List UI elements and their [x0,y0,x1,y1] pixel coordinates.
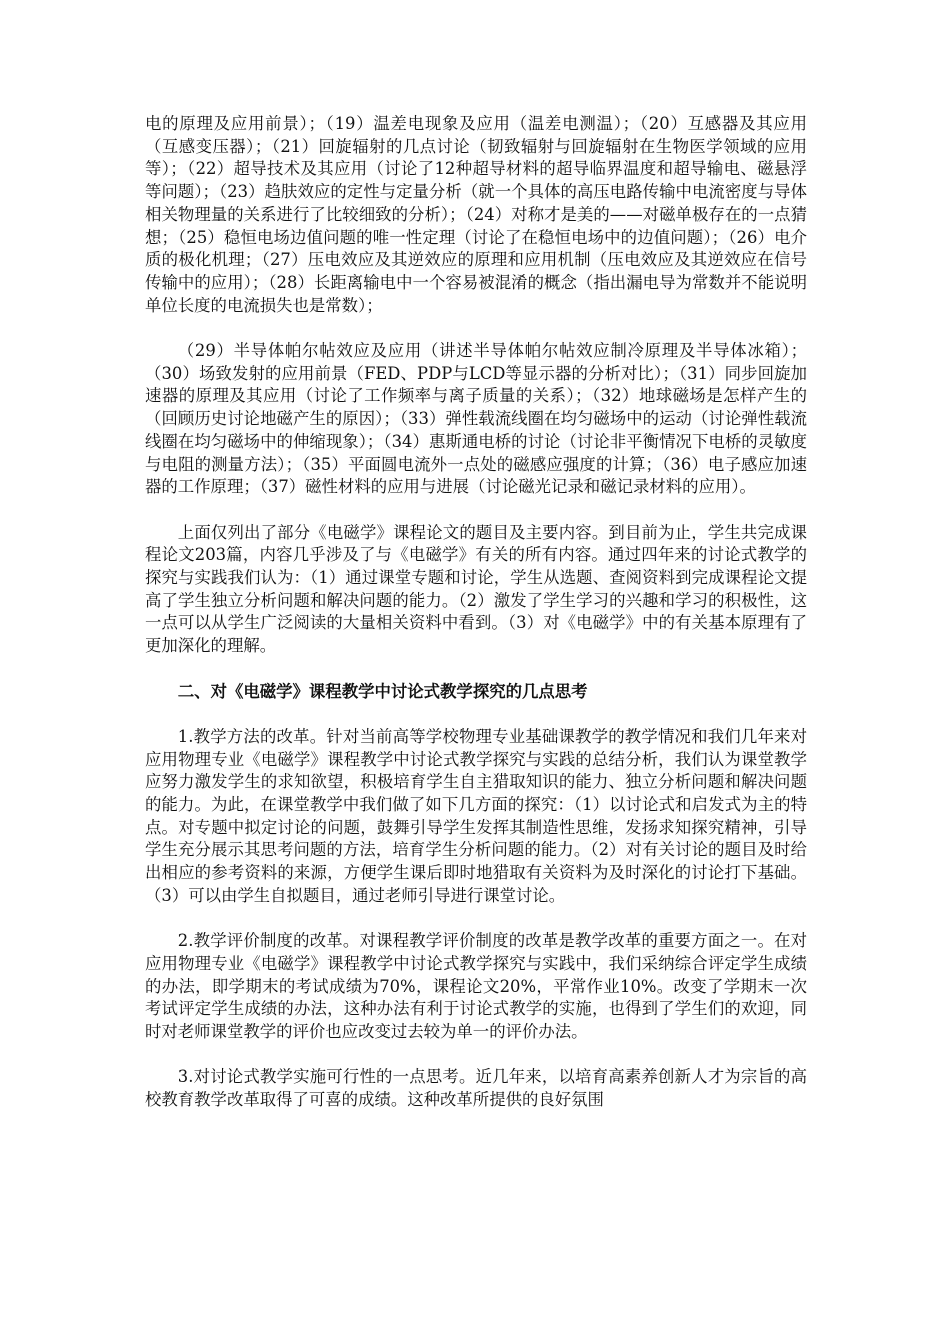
section-heading: 二、对《电磁学》课程教学中讨论式教学探究的几点思考 [177,681,588,701]
paragraph-topics-19-28: 电的原理及应用前景）；（19）温差电现象及应用（温差电测温）；（20）互感器及其应用（互感变压器）；（21）回旋辐射的几点讨论（韧致辐射与回旋辐射在生物医学领域的应用等）；（22）超导技术及其应用（讨论了12种超导材料的超导临界温度和超导输电、磁悬浮等问题）；（23）趋肤效应的定性与定量分析（就一个具体的高压电路传输中电流密度与导体相关物理量的关系进行了比较细致的分析）；（24）对称才是美的——对磁单极存在的一点猜想；（25）稳恒电场边值问题的唯一性定理（讨论了在稳恒电场中的边值问题）；（26）电介质的极化机理；（27）压电效应及其逆效应的原理和应用机制（压电效应及其逆效应在信号传输中的应用）；（28）长距离输电中一个容易被混淆的概念（指出漏电导为常数并不能说明单位长度的电流损失也是常数）； [145,114,807,315]
paragraph-gap [145,317,807,340]
paragraph-summary: 上面仅列出了部分《电磁学》课程论文的题目及主要内容。到目前为止，学生共完成课程论文203篇，内容几乎涉及了与《电磁学》有关的所有内容。通过四年来的讨论式教学的探究与实践我们认为：（1）通过课堂专题和讨论，学生从选题、查阅资料到完成课程论文提高了学生独立分析问题和解决问题的能力。（2）激发了学生学习的兴趣和学习的积极性，这一点可以从学生广泛阅读的大量相关资料中看到。（3）对《电磁学》中的有关基本原理有了更加深化的理解。 [145,522,807,656]
paragraph-teaching-method: 1.教学方法的改革。针对当前高等学校物理专业基础课教学的教学情况和我们几年来对应用物理专业《电磁学》课程教学中讨论式教学探究与实践的总结分析，我们认为课堂教学应努力激发学生的求知欲望，积极培育学生自主猎取知识的能力、独立分析问题和解决问题的能力。为此，在课堂教学中我们做了如下几方面的探究：（1）以讨论式和启发式为主的特点。对专题中拟定讨论的问题，鼓舞引导学生发挥其制造性思维，发扬求知探究精神，引导学生充分展示其思考问题的方法，培育学生分析问题的能力。（2）对有关讨论的题目及时给出相应的参考资料的来源，方便学生课后即时地猎取有关资料为及时深化的讨论打下基础。（3）可以由学生自拟题目，通过老师引导进行课堂讨论。 [145,726,807,905]
paragraph-topics-29-37: （29）半导体帕尔帖效应及应用（讲述半导体帕尔帖效应制冷原理及半导体冰箱）；（30）场致发射的应用前景（FED、PDP与LCD等显示器的分析对比）；（31）同步回旋加速器的原理及其应用（讨论了工作频率与离子质量的关系）；（32）地球磁场是怎样产生的（回顾历史讨论地磁产生的原因）；（33）弹性载流线圈在均匀磁场中的运动（讨论弹性载流线圈在均匀磁场中的伸缩现象）；（34）惠斯通电桥的讨论（讨论非平衡情况下电桥的灵敏度与电阻的测量方法）；（35）平面圆电流外一点处的磁感应强度的计算；（36）电子感应加速器的工作原理；（37）磁性材料的应用与进展（讨论磁光记录和磁记录材料的应用）。 [145,341,807,497]
paragraph-feasibility: 3.对讨论式教学实施可行性的一点思考。近几年来，以培育高素养创新人才为宗旨的高校教育教学改革取得了可喜的成绩。这种改革所提供的良好氛围 [145,1067,807,1110]
paragraph-gap [145,908,807,931]
paragraph-gap [145,658,807,681]
paragraph-gap [145,499,807,522]
paragraph-gap [145,1044,807,1067]
document-body [145,113,807,1112]
paragraph-gap [145,703,807,726]
paragraph-evaluation: 2.教学评价制度的改革。对课程教学评价制度的改革是教学改革的重要方面之一。在对应用物理专业《电磁学》课程教学中讨论式教学探究与实践中，我们采纳综合评定学生成绩的办法，即学期末的考试成绩为70%，课程论文20%，平常作业10%。改变了学期末一次考试评定学生成绩的办法，这种办法有利于讨论式教学的实施，也得到了学生们的欢迎，同时对老师课堂教学的评价也应改变过去较为单一的评价办法。 [145,931,807,1042]
